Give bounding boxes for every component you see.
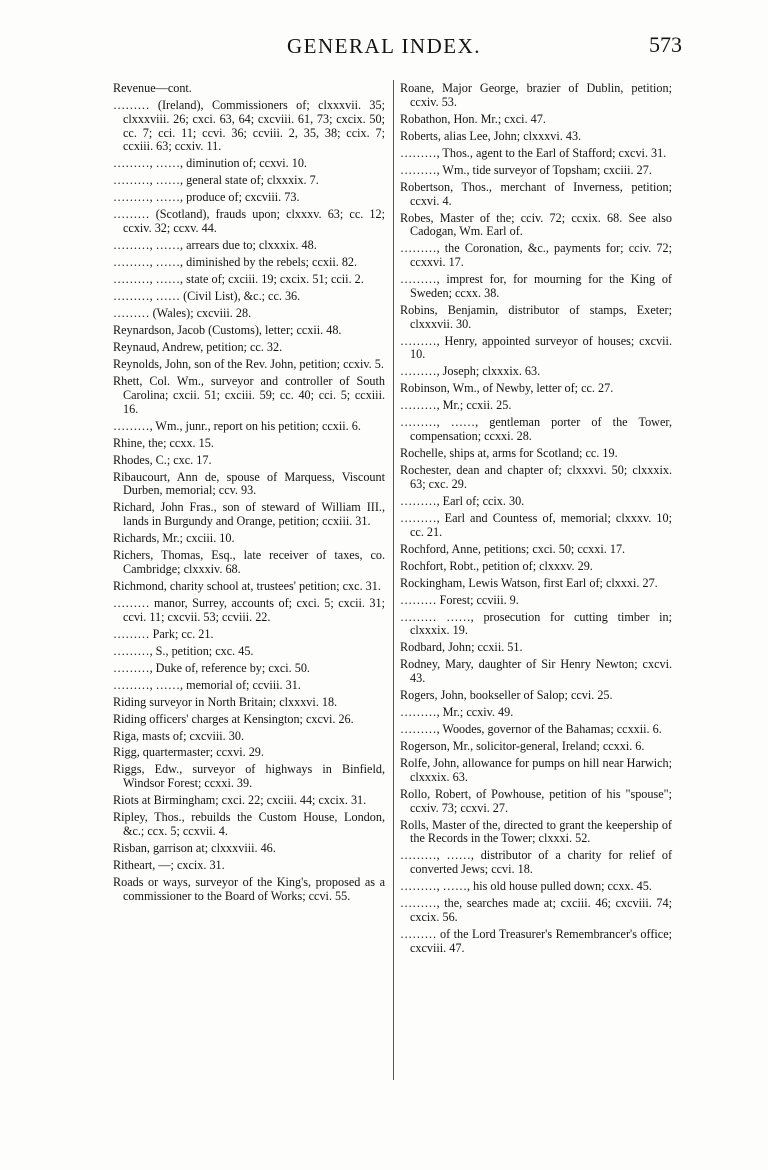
index-entry: Rhett, Col. Wm., surveyor and controller of South Carolina; cxcii. 51; cxciii. 59; cc. 40; cci. 5; ccxiii. 16. xyxy=(113,373,385,416)
index-entry: ………, ……, distributor of a charity for relief of converted Jews; ccvi. 18. xyxy=(400,848,672,877)
index-entry: ………, Mr.; ccxii. 25. xyxy=(400,398,512,413)
index-entry: ……… Forest; ccviii. 9. xyxy=(400,592,519,607)
index-entry: ………, ……, state of; cxciii. 19; cxcix. 51; ccii. 2. xyxy=(113,272,364,287)
index-entry: ………, ……, arrears due to; clxxxix. 48. xyxy=(113,238,317,253)
index-entry: Rhine, the; ccxx. 15. xyxy=(113,435,214,450)
index-entry: ………, Joseph; clxxxix. 63. xyxy=(400,364,541,379)
index-entry: Ribaucourt, Ann de, spouse of Marquess, Viscount Durben, memorial; ccv. 93. xyxy=(113,469,385,498)
index-entry: Robinson, Wm., of Newby, letter of; cc. 27. xyxy=(400,381,614,396)
index-entry: ………, imprest for, for mourning for the King of Sweden; ccxx. 38. xyxy=(400,272,672,300)
index-entry: Reynolds, John, son of the Rev. John, petition; ccxiv. 5. xyxy=(113,356,384,371)
index-entry: Rogers, John, bookseller of Salop; ccvi. 25. xyxy=(400,688,613,703)
index-entry: ………, ……, diminished by the rebels; ccxii. 82. xyxy=(113,255,358,270)
index-entry: ………, Duke of, reference by; cxci. 50. xyxy=(113,660,310,675)
index-entry: ………, Woodes, governor of the Bahamas; ccxxii. 6. xyxy=(400,722,662,737)
index-entry: ………, Earl and Countess of, memorial; clxxxv. 10; cc. 21. xyxy=(400,510,672,539)
index-entry: Rigg, quartermaster; ccxvi. 29. xyxy=(113,745,264,760)
index-entry: Ritheart, —; cxcix. 31. xyxy=(113,858,225,872)
index-entry: Rodney, Mary, daughter of Sir Henry Newton; cxcvi. 43. xyxy=(400,657,672,686)
index-entry: ……… ……, prosecution for cutting timber in; clxxxix. 19. xyxy=(400,609,672,638)
index-entry: Riding surveyor in North Britain; clxxxvi. 18. xyxy=(113,694,338,709)
index-entry: Reynaud, Andrew, petition; cc. 32. xyxy=(113,340,283,354)
index-entry: ………, the, searches made at; cxciii. 46; cxcviii. 74; cxcix. 56. xyxy=(400,896,672,924)
index-entry: Rochelle, ships at, arms for Scotland; cc. 19. xyxy=(400,446,618,461)
index-entry: Robertson, Thos., merchant of Inverness, petition; ccxvi. 4. xyxy=(400,179,672,208)
index-entry: ……… manor, Surrey, accounts of; cxci. 5; cxcii. 31; ccvi. 11; cxcvii. 53; ccviii. 22. xyxy=(113,595,385,624)
index-entry: Rochfort, Robt., petition of; clxxxv. 29. xyxy=(400,558,593,573)
index-entry: Rhodes, C.; cxc. 17. xyxy=(113,452,212,467)
index-entry: Rolls, Master of the, directed to grant the keepership of the Records in the Tower; clxxxi. 52. xyxy=(400,817,672,846)
index-entry: ………, ……, general state of; clxxxix. 7. xyxy=(113,173,319,188)
index-entry: Richmond, charity school at, trustees' petition; cxc. 31. xyxy=(113,578,381,593)
column-divider xyxy=(393,80,394,1080)
index-entry: Rollo, Robert, of Powhouse, petition of his "spouse"; ccxiv. 73; ccxvi. 27. xyxy=(400,786,672,815)
index-entry: ………, …… (Civil List), &c.; cc. 36. xyxy=(113,289,301,304)
index-entry: Rodbard, John; ccxii. 51. xyxy=(400,640,523,655)
index-entry: ……… (Wales); cxcviii. 28. xyxy=(113,306,252,321)
index-entry: ………, ……, diminution of; ccxvi. 10. xyxy=(113,156,307,171)
index-entry: Rochester, dean and chapter of; clxxxvi. 50; clxxxix. 63; cxc. 29. xyxy=(400,463,672,491)
index-entry: ………, S., petition; cxc. 45. xyxy=(113,643,254,658)
page-header xyxy=(0,30,768,70)
index-entry: Revenue—cont. xyxy=(113,81,192,95)
index-entry: Robathon, Hon. Mr.; cxci. 47. xyxy=(400,111,546,126)
index-entry: ……… (Scotland), frauds upon; clxxxv. 63; cc. 12; ccxiv. 32; ccxv. 44. xyxy=(113,207,385,236)
index-entry: Riga, masts of; cxcviii. 30. xyxy=(113,728,244,743)
index-entry: Rogerson, Mr., solicitor-general, Ireland; ccxxi. 6. xyxy=(400,739,645,754)
index-entry: Richard, John Fras., son of steward of William III., lands in Burgundy and Orange, petition; ccxiii. 31. xyxy=(113,500,385,529)
page-number: 573 xyxy=(649,32,682,57)
index-entry: Roads or ways, surveyor of the King's, proposed as a commissioner to the Board of Works; ccvi. 55. xyxy=(113,874,385,903)
index-entry: ………, Wm., tide surveyor of Topsham; cxciii. 27. xyxy=(400,162,652,177)
right-index-column xyxy=(400,82,672,959)
index-entry: Robins, Benjamin, distributor of stamps, Exeter; clxxxvii. 30. xyxy=(400,302,672,331)
index-entry: Richers, Thomas, Esq., late receiver of taxes, co. Cambridge; clxxxiv. 68. xyxy=(113,548,385,576)
index-entry: ………, ……, gentleman porter of the Tower, compensation; ccxxi. 28. xyxy=(400,415,672,444)
index-entry: ……… (Ireland), Commissioners of; clxxxvii. 35; clxxxviii. 26; cxci. 63, 64; cxcviii. 61, 73; cxcix. 50; cc. 7; cci. 11; ccvi. 36; ccviii. 2, 35, 38; ccix. 7; ccxiii. 63; ccxiv. 11. xyxy=(113,97,385,154)
index-entry: Ripley, Thos., rebuilds the Custom House, London, &c.; ccx. 5; ccxvii. 4. xyxy=(113,810,385,839)
index-entry: Robes, Master of the; cciv. 72; ccxix. 68. See also Cadogan, Wm. Earl of. xyxy=(400,210,672,239)
index-entry: ………, ……, produce of; cxcviii. 73. xyxy=(113,190,300,205)
index-entry: ………, Earl of; ccix. 30. xyxy=(400,493,525,508)
index-entry: Rockingham, Lewis Watson, first Earl of; clxxxi. 27. xyxy=(400,575,658,590)
index-entry: Riots at Birmingham; cxci. 22; cxciii. 44; cxcix. 31. xyxy=(113,793,367,808)
index-entry: Roberts, alias Lee, John; clxxxvi. 43. xyxy=(400,128,582,143)
index-entry: Riggs, Edw., surveyor of highways in Binfield, Windsor Forest; ccxxi. 39. xyxy=(113,762,385,791)
index-entry: Riding officers' charges at Kensington; cxcvi. 26. xyxy=(113,711,354,726)
index-entry: ………, Thos., agent to the Earl of Stafford; cxcvi. 31. xyxy=(400,145,667,160)
index-entry: Rochford, Anne, petitions; cxci. 50; ccxxi. 17. xyxy=(400,541,626,556)
index-entry: Roane, Major George, brazier of Dublin, petition; ccxiv. 53. xyxy=(400,81,672,109)
index-entry: Richards, Mr.; cxciii. 10. xyxy=(113,531,235,546)
index-entry: ………, Henry, appointed surveyor of houses; cxcvii. 10. xyxy=(400,333,672,362)
index-entry: ……… Park; cc. 21. xyxy=(113,626,214,641)
page-title: GENERAL INDEX. xyxy=(286,34,482,58)
index-entry: ………, ……, his old house pulled down; ccxx. 45. xyxy=(400,879,652,894)
index-entry: ………, ……, memorial of; ccviii. 31. xyxy=(113,677,301,692)
index-entry: ………, the Coronation, &c., payments for; cciv. 72; ccxxvi. 17. xyxy=(400,241,672,270)
left-index-column xyxy=(113,82,385,907)
index-entry: ……… of the Lord Treasurer's Remembrancer's office; cxcviii. 47. xyxy=(400,926,672,955)
index-entry: Reynardson, Jacob (Customs), letter; ccxii. 48. xyxy=(113,323,342,338)
index-entry: ………, Mr.; ccxiv. 49. xyxy=(400,705,514,720)
index-entry: Rolfe, John, allowance for pumps on hill near Harwich; clxxxix. 63. xyxy=(400,756,672,784)
index-entry: ………, Wm., junr., report on his petition; ccxii. 6. xyxy=(113,418,361,433)
index-entry: Risban, garrison at; clxxxviii. 46. xyxy=(113,841,276,856)
